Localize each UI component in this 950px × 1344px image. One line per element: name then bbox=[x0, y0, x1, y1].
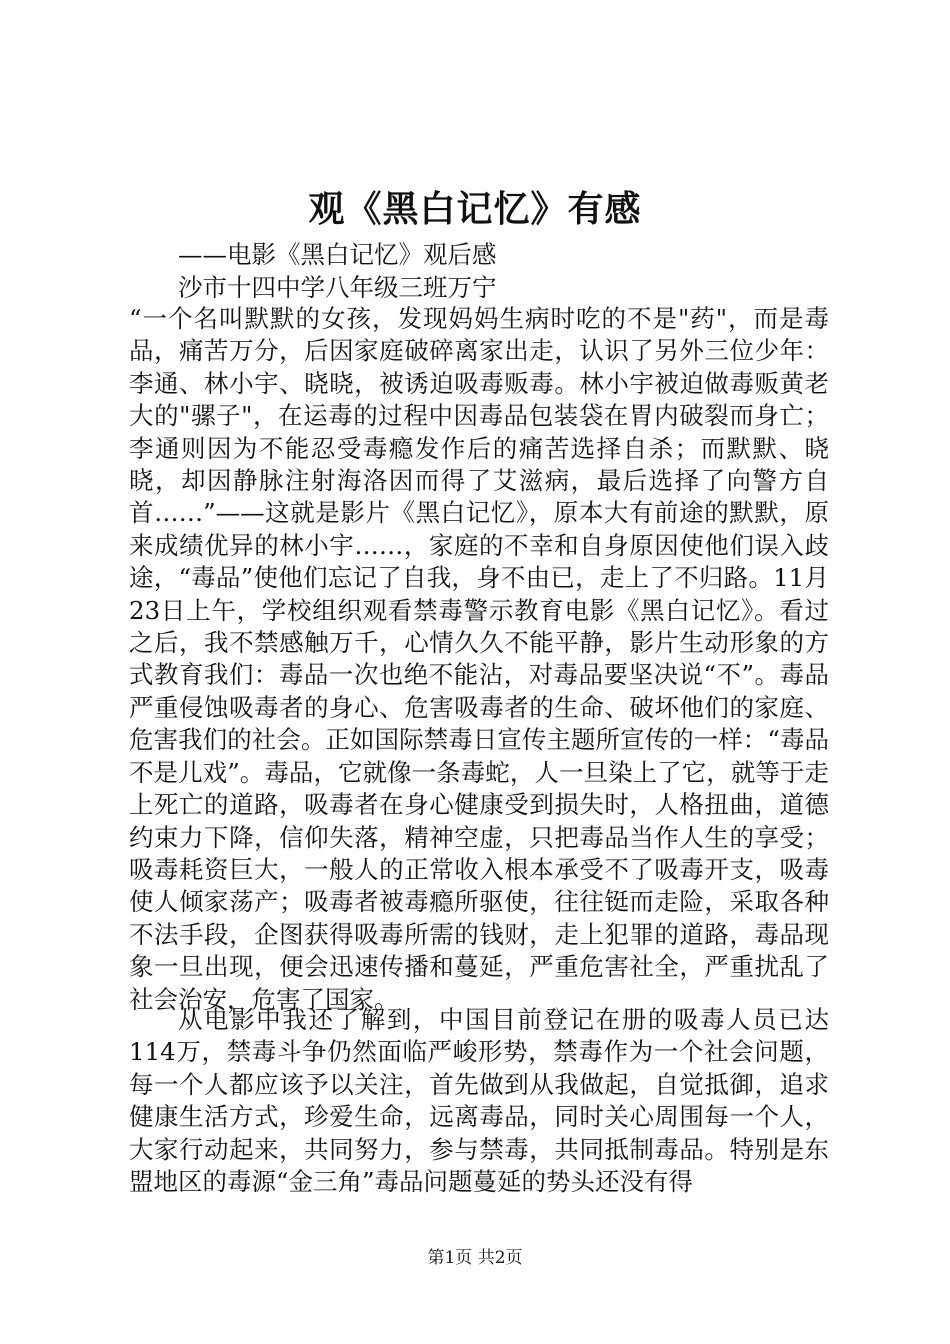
document-subtitle: ——电影《黑白记忆》观后感 bbox=[178, 240, 497, 269]
page-footer: 第1页 共2页 bbox=[427, 1248, 523, 1268]
document-title: 观《黑白记忆》有感 bbox=[308, 188, 642, 230]
author-line: 沙市十四中学八年级三班万宁 bbox=[178, 273, 497, 302]
body-paragraph-1: “一个名叫默默的女孩，发现妈妈生病时吃的不是"药"，而是毒品，痛苦万分，后因家庭破碎离家出走，认识了另外三位少年：李通、林小宇、晓晓，被诱迫吸毒贩毒。林小宇被迫做毒贩黄老大的"骡子"，在运毒的过程中因毒品包装袋在胃内破裂而身亡；李通则因为不能忍受毒瘾发作后的痛苦选择自杀；而默默、晓晓，却因静脉注射海洛因而得了艾滋病，最后选择了向警方自首……”——这就是影片《黑白记忆》，原本大有前途的默默，原来成绩优异的林小宇……，家庭的不幸和自身原因使他们误入歧途，“毒品”使他们忘记了自我，身不由已，走上了不归路。11月23日上午，学校组织观看禁毒警示教育电影《黑白记忆》。看过之后，我不禁感触万千，心情久久不能平静，影片生动形象的方式教育我们：毒品一次也绝不能沾，对毒品要坚决说“不”。毒品严重侵蚀吸毒者的身心、危害吸毒者的生命、破坏他们的家庭、危害我们的社会。正如国际禁毒日宣传主题所宣传的一样：“毒品不是儿戏”。毒品，它就像一条毒蛇，人一旦染上了它，就等于走上死亡的道路，吸毒者在身心健康受到损失时，人格扭曲，道德约束力下降，信仰失落，精神空虚，只把毒品当作人生的享受；吸毒耗资巨大，一般人的正常收入根本承受不了吸毒开支，吸毒使人倾家荡产；吸毒者被毒瘾所驱使，往往铤而走险，采取各种不法手段，企图获得吸毒所需的钱财，走上犯罪的道路，毒品现象一旦出现，便会迅速传播和蔓延，严重危害社全，严重扰乱了社会治安，危害了国家。 bbox=[129, 304, 829, 1014]
body-paragraph-2: 从电影中我还了解到，中国目前登记在册的吸毒人员已达114万，禁毒斗争仍然面临严峻形势，禁毒作为一个社会问题，每一个人都应该予以关注，首先做到从我做起，自觉抵御，追求健康生活方式，珍爱生命，远离毒品，同时关心周围每一个人，大家行动起来，共同努力，参与禁毒，共同抵制毒品。特别是东盟地区的毒源“金三角”毒品问题蔓延的势头还没有得 bbox=[129, 1005, 829, 1197]
